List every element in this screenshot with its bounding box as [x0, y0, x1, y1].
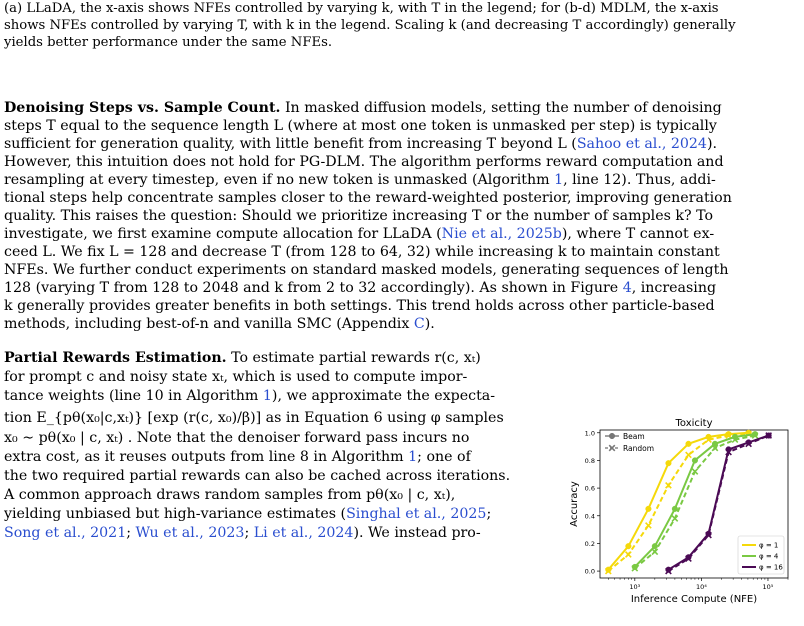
paragraph-line [4, 316, 435, 333]
text: ), we approximate the expecta- [271, 388, 496, 404]
toxicity-chart [566, 410, 796, 610]
text: tance weights (line 10 in Algorithm [4, 388, 263, 404]
data-point [686, 452, 692, 458]
caption-line: yields better performance under the same NFEs. [4, 35, 333, 50]
paragraph-line: steps T equal to the sequence length L (where at most one token is unmasked per step) is typically [4, 118, 717, 134]
text: , increasing [631, 280, 717, 296]
paragraph-line: However, this intuition does not hold for PG-DLM. The algorithm performs reward computation and [4, 154, 724, 170]
paragraph-line [4, 525, 481, 542]
text: ), where T cannot ex- [561, 226, 715, 242]
paragraph-line [4, 449, 471, 466]
text: ; [244, 525, 254, 541]
y-tick-label: 0.6 [584, 484, 595, 493]
paragraph-line [4, 350, 481, 367]
paragraph-line [4, 506, 491, 523]
data-point [652, 543, 658, 549]
text: investigate, we first examine compute allocation for LLaDA ( [4, 226, 442, 242]
x-axis-label: Inference Compute (NFE) [630, 594, 758, 605]
citation-link[interactable]: Wu et al., 2023 [135, 525, 245, 541]
chart-title: Toxicity [675, 418, 713, 429]
section-heading: Denoising Steps vs. Sample Count. [4, 100, 281, 116]
x-tick-label: 10⁴ [695, 583, 707, 591]
paragraph-line [4, 100, 722, 117]
legend-label: Random [623, 444, 655, 453]
paragraph-line: quality. This raises the question: Should we prioritize increasing T or the number of samples k? To [4, 208, 713, 224]
data-point [686, 441, 692, 447]
y-tick-label: 1.0 [584, 429, 595, 438]
paragraph-line: tional steps help concentrate samples closer to the reward-weighted posterior, improving generation [4, 190, 732, 206]
data-point [672, 506, 678, 512]
text: yielding unbiased but high-variance estimates ( [4, 506, 347, 522]
text: In masked diffusion models, setting the number of denoising [284, 100, 722, 116]
data-point [692, 458, 698, 464]
paragraph-line: the two required partial rewards can also be cached across iterations. [4, 468, 511, 484]
citation-link[interactable]: Sahoo et al., 2024 [576, 136, 707, 152]
text: resampling at every timestep, even if no new token is unmasked (Algorithm [4, 172, 555, 188]
text: ). We instead pro- [353, 525, 481, 541]
legend-label: φ = 16 [759, 563, 783, 572]
paragraph-line: tion E_{pθ(x₀|c,xₜ)} [exp (r(c, x₀)/β)] as in Equation 6 using φ samples [4, 410, 504, 426]
paragraph-line [4, 280, 716, 297]
data-point [646, 506, 652, 512]
paragraph-line: k generally provides greater benefits in both settings. This trend holds across other particle-based [4, 298, 715, 314]
text: ). [706, 136, 718, 152]
paragraph-line: NFEs. We further conduct experiments on standard masked models, generating sequences of length [4, 262, 729, 278]
paragraph-line: x₀ ∼ pθ(x₀ | c, xₜ) . Note that the denoiser forward pass incurs no [4, 430, 470, 446]
text: ; one of [417, 449, 471, 465]
paragraph-line [4, 388, 495, 405]
text: sufficient for generation quality, with little benefit from increasing T beyond L ( [4, 136, 577, 152]
legend-label: φ = 1 [759, 541, 779, 550]
x-tick-label: 10⁵ [762, 583, 774, 591]
text: 128 (varying T from 128 to 2048 and k from 2 to 32 accordingly). As shown in Figure [4, 280, 623, 296]
figure-link[interactable]: 4 [622, 280, 632, 296]
algorithm-link[interactable]: 1 [554, 172, 564, 188]
algorithm-link[interactable]: 1 [262, 388, 272, 404]
y-tick-label: 0.0 [584, 567, 595, 576]
citation-link[interactable]: Nie et al., 2025b [441, 226, 562, 242]
legend-marker [609, 433, 615, 439]
text: methods, including best-of-n and vanilla SMC (Appendix [4, 316, 414, 332]
text: To estimate partial rewards r(c, xₜ) [231, 350, 481, 366]
caption-line: shows NFEs controlled by varying T, with k in the legend. Scaling k (and decreasing T accordingly) generally [4, 18, 736, 33]
paragraph-line: for prompt c and noisy state xₜ, which is used to compute impor- [4, 369, 468, 385]
citation-link[interactable]: Li et al., 2024 [253, 525, 354, 541]
algorithm-link[interactable]: 1 [408, 449, 418, 465]
legend-label: φ = 4 [759, 552, 779, 561]
citation-link[interactable]: Song et al., 2021 [4, 525, 127, 541]
y-axis-label: Accuracy [569, 481, 580, 527]
y-tick-label: 0.4 [584, 512, 595, 521]
x-tick-label: 10³ [629, 583, 641, 591]
citation-link[interactable]: Singhal et al., 2025 [346, 506, 487, 522]
legend-label: Beam [623, 432, 645, 441]
text: ). [424, 316, 435, 332]
data-point [626, 552, 632, 558]
paragraph-line [4, 226, 714, 243]
appendix-link[interactable]: C [413, 316, 425, 332]
section-heading: Partial Rewards Estimation. [4, 350, 227, 366]
text: ; [486, 506, 492, 522]
caption-line: (a) LLaDA, the x-axis shows NFEs controlled by varying k, with T in the legend; for (b-d) MDLM, the x-axis [4, 1, 719, 16]
text: , line 12). Thus, addi- [563, 172, 716, 188]
paragraph-line [4, 136, 717, 153]
y-tick-label: 0.8 [584, 456, 595, 465]
text: ; [126, 525, 136, 541]
y-tick-label: 0.2 [584, 539, 595, 548]
data-point [666, 460, 672, 466]
data-point [646, 523, 652, 529]
data-point [626, 543, 632, 549]
text: extra cost, as it reuses outputs from line 8 in Algorithm [4, 449, 409, 465]
paragraph-line: A common approach draws random samples from pθ(x₀ | c, xₜ), [4, 487, 456, 503]
paragraph-line: ceed L. We fix L = 128 and decrease T (from 128 to 64, 32) while increasing k to maintain constant [4, 244, 720, 260]
paragraph-line [4, 172, 716, 189]
data-point [652, 549, 658, 555]
